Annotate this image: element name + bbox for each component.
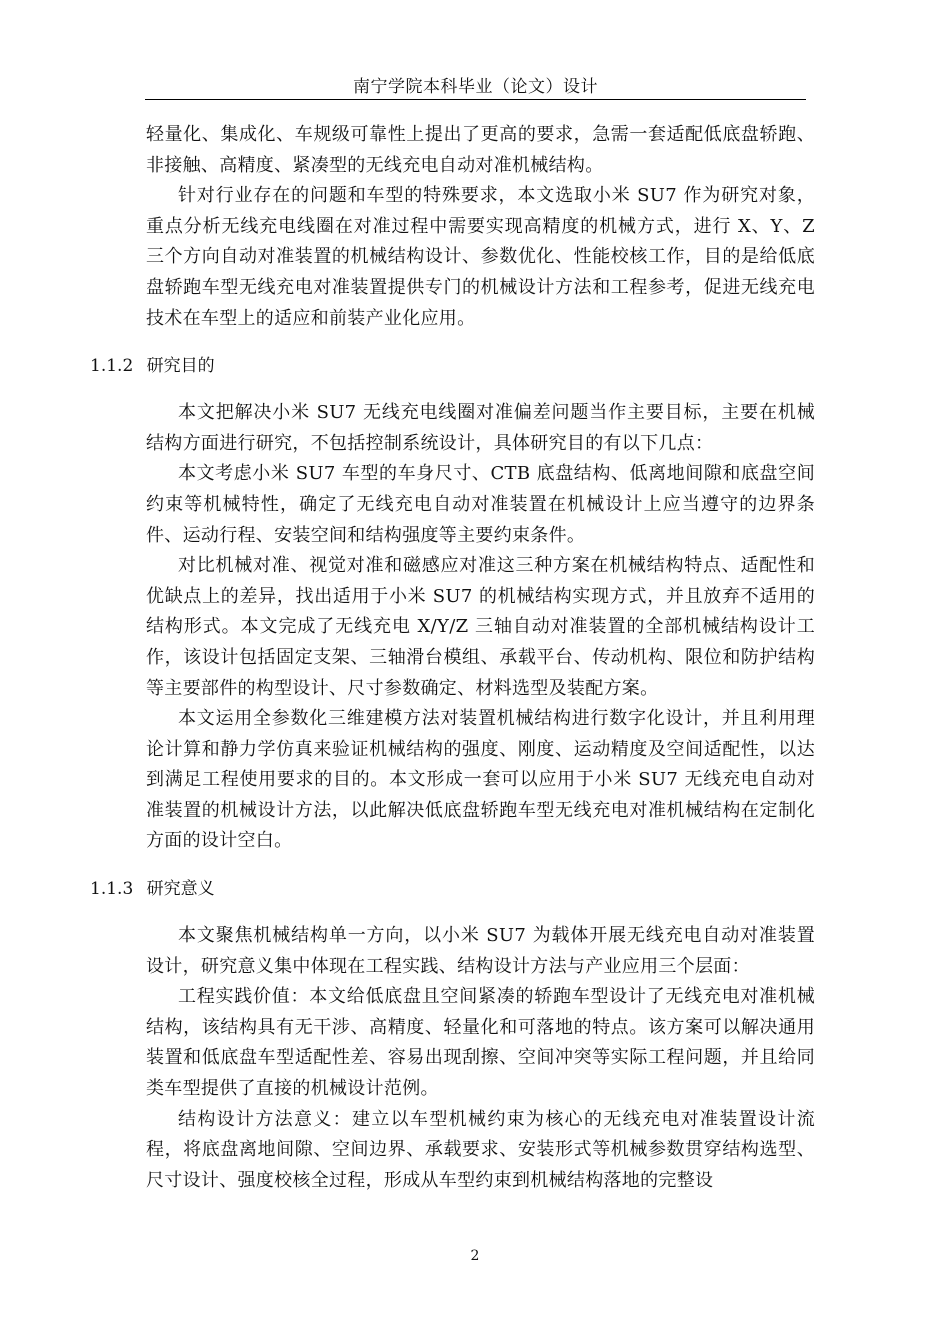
paragraph: 工程实践价值：本文给低底盘且空间紧凑的轿跑车型设计了无线充电对准机械结构，该结构具有无干涉、高精度、轻量化和可落地的特点。该方案可以解决通用装置和低底盘车型适配性差、容易出现刮擦、空间冲突等实际工程问题，并且给同类车型提供了直接的机械设计范例。 <box>146 986 815 1100</box>
paragraph: 本文聚焦机械结构单一方向，以小米 SU7 为载体开展无线充电自动对准装置设计，研究意义集中体现在工程实践、结构设计方法与产业应用三个层面： <box>146 925 815 977</box>
paragraph: 本文考虑小米 SU7 车型的车身尺寸、CTB 底盘结构、低离地间隙和底盘空间约束等机械特性，确定了无线充电自动对准装置在机械设计上应当遵守的边界条件、运动行程、安装空间和结构强度等主要约束条件。 <box>146 463 815 546</box>
section-number: 1.1.2 <box>90 356 134 377</box>
section-number: 1.1.3 <box>90 879 134 900</box>
header-divider <box>145 99 806 100</box>
paragraph: 针对行业存在的问题和车型的特殊要求，本文选取小米 SU7 作为研究对象，重点分析无线充电线圈在对准过程中需要实现高精度的机械方式，进行 X、Y、Z 三个方向自动对准装置的机械结构设计、参数优化、性能校核工作，目的是给低底盘轿跑车型无线充电对准装置提供专门的机械设计方法和工程参考，促进无线充电技术在车型上的适应和前装产业化应用。 <box>146 185 815 329</box>
paragraph: 结构设计方法意义：建立以车型机械约束为核心的无线充电对准装置设计流程，将底盘离地间隙、空间边界、承载要求、安装形式等机械参数贯穿结构选型、尺寸设计、强度校核全过程，形成从车型约束到机械结构落地的完整设 <box>146 1108 815 1191</box>
section-title: 研究目的 <box>146 356 215 377</box>
section-heading-1-1-2 <box>90 356 815 376</box>
paragraph: 轻量化、集成化、车规级可靠性上提出了更高的要求，急需一套适配低底盘轿跑、非接触、高精度、紧凑型的无线充电自动对准机械结构。 <box>146 124 815 176</box>
document-body <box>90 120 815 1196</box>
section-heading-1-1-3 <box>90 879 815 899</box>
paragraph: 本文把解决小米 SU7 无线充电线圈对准偏差问题当作主要目标，主要在机械结构方面进行研究，不包括控制系统设计，具体研究目的有以下几点： <box>146 402 815 454</box>
page-number: 2 <box>470 1248 480 1264</box>
paragraph: 本文运用全参数化三维建模方法对装置机械结构进行数字化设计，并且利用理论计算和静力学仿真来验证机械结构的强度、刚度、运动精度及空间适配性，以达到满足工程使用要求的目的。本文形成一套可以应用于小米 SU7 无线充电自动对准装置的机械设计方法，以此解决低底盘轿跑车型无线充电对准机械结构在定制化方面的设计空白。 <box>146 708 815 852</box>
paragraph: 对比机械对准、视觉对准和磁感应对准这三种方案在机械结构特点、适配性和优缺点上的差异，找出适用于小米 SU7 的机械结构实现方式，并且放弃不适用的结构形式。本文完成了无线充电 X/Y/Z 三轴自动对准装置的全部机械结构设计工作，该设计包括固定支架、三轴滑台模组、承载平台、传动机构、限位和防护结构等主要部件的构型设计、尺寸参数确定、材料选型及装配方案。 <box>146 555 815 699</box>
section-title: 研究意义 <box>146 879 215 900</box>
page-header-title: 南宁学院本科毕业（论文）设计 <box>353 77 598 97</box>
